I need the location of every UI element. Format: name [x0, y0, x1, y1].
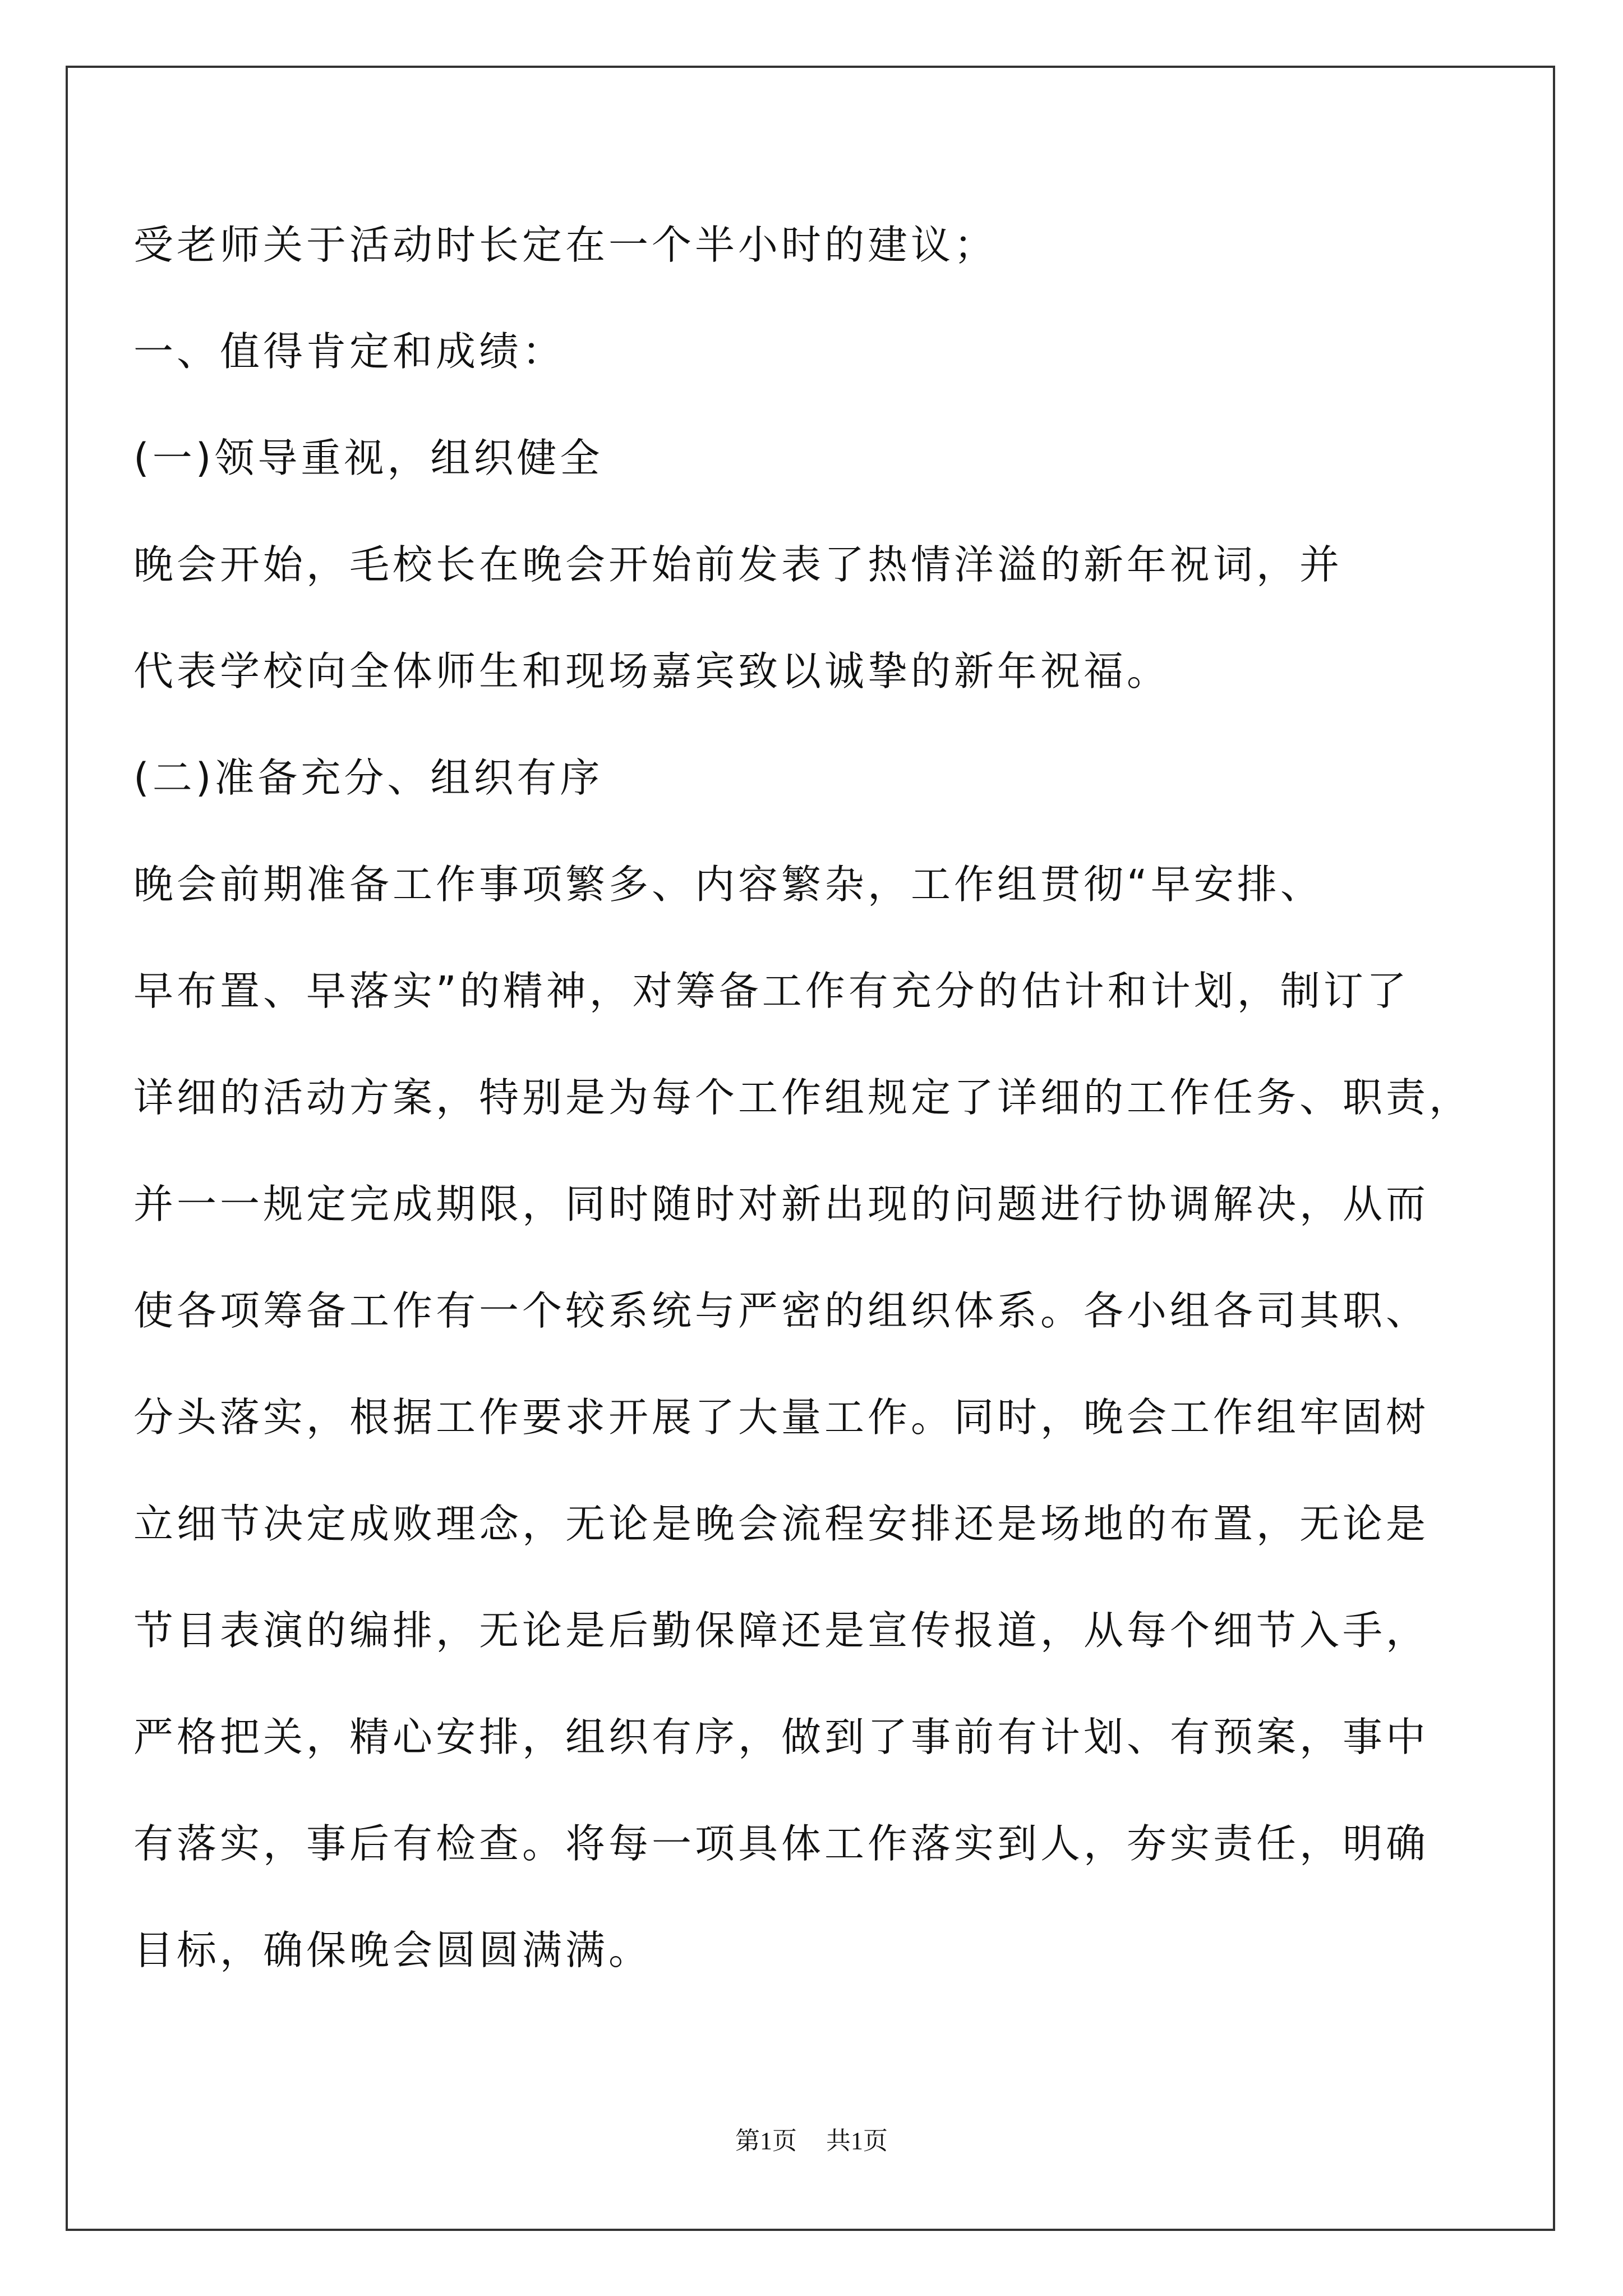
text-line: 早布置、早落实”的精神，对筹备工作有充分的估计和计划，制订了	[133, 968, 1410, 1014]
text-line: 节目表演的编排，无论是后勤保障还是宣传报道，从每个细节入手，	[133, 1607, 1430, 1654]
page-total: 共1页	[826, 2127, 888, 2155]
text-line: 晚会开始，毛校长在晚会开始前发表了热情洋溢的新年祝词，并	[133, 541, 1343, 588]
text-line: 受老师关于活动时长定在一个半小时的建议；	[133, 222, 998, 268]
text-line: 立细节决定成败理念，无论是晚会流程安排还是场地的布置，无论是	[133, 1501, 1430, 1547]
page-footer	[0, 2124, 1623, 2158]
text-line: 代表学校向全体师生和现场嘉宾致以诚挚的新年祝福。	[133, 648, 1170, 694]
subsection-heading: (二)准备充分、组织有序	[133, 754, 603, 801]
text-line: 详细的活动方案，特别是为每个工作组规定了详细的工作任务、职责，	[133, 1074, 1473, 1121]
section-heading: 一、值得肯定和成绩：	[133, 328, 566, 375]
text-line: 并一一规定完成期限，同时随时对新出现的问题进行协调解决，从而	[133, 1181, 1430, 1227]
text-line: 晚会前期准备工作事项繁多、内容繁杂，工作组贯彻“早安排、	[133, 861, 1324, 908]
document-body	[133, 192, 1473, 2004]
text-line: 目标，确保晚会圆圆满满。	[133, 1927, 652, 1973]
text-line: 分头落实，根据工作要求开展了大量工作。同时，晚会工作组牢固树	[133, 1394, 1430, 1441]
page-number: 第1页	[735, 2127, 797, 2155]
text-line: 使各项筹备工作有一个较系统与严密的组织体系。各小组各司其职、	[133, 1287, 1430, 1334]
text-line: 严格把关，精心安排，组织有序，做到了事前有计划、有预案，事中	[133, 1714, 1430, 1760]
subsection-heading: (一)领导重视，组织健全	[133, 435, 603, 481]
text-line: 有落实，事后有检查。将每一项具体工作落实到人，夯实责任，明确	[133, 1820, 1430, 1867]
